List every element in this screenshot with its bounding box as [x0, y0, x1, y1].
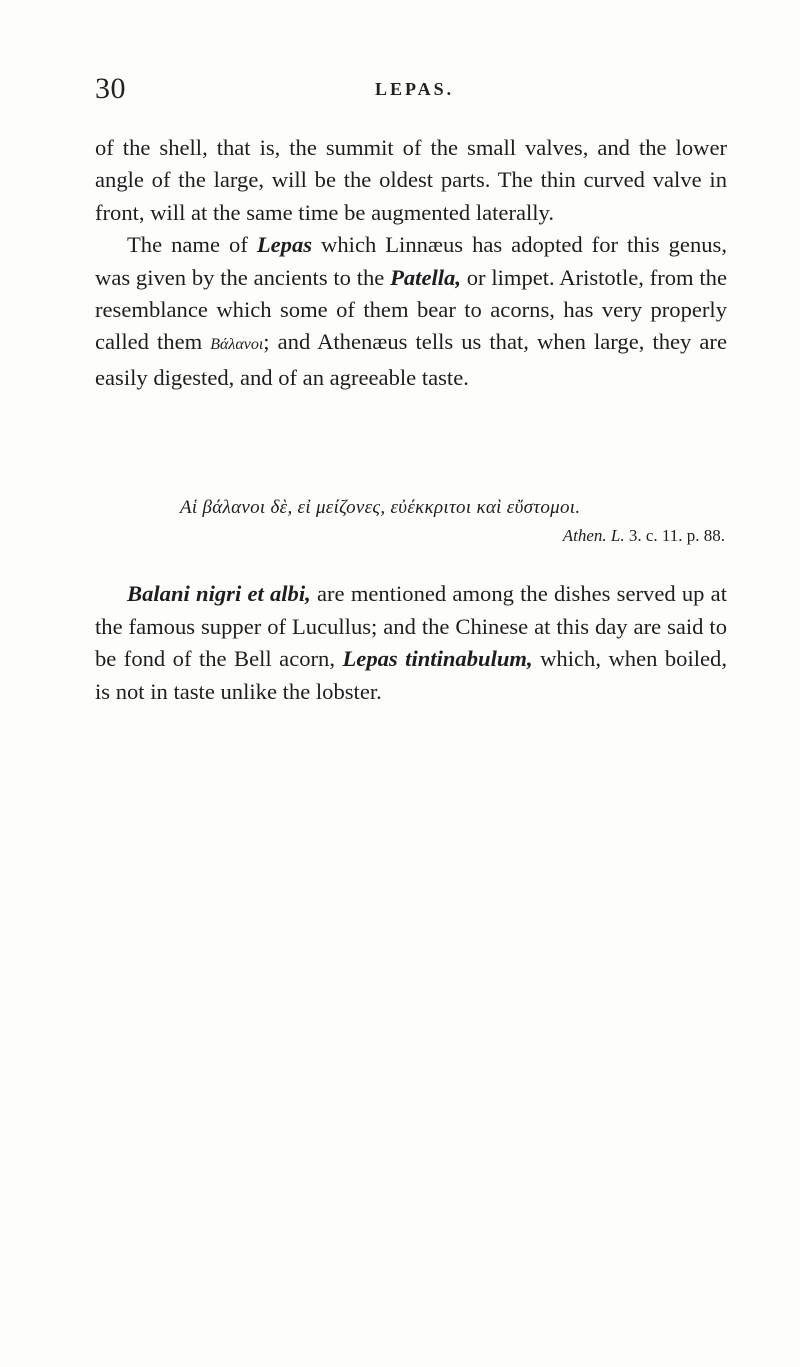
quotation-citation: [180, 522, 727, 550]
species-name-lepas-tintinabulum: Lepas tintinabulum,: [342, 646, 533, 672]
citation-reference: 3. c. 11. p. 88.: [624, 526, 725, 545]
main-text: [95, 132, 727, 394]
running-title: LEPAS.: [375, 79, 455, 99]
species-name-balani: Balani nigri et albi,: [127, 581, 311, 606]
quotation-text: Αἱ βάλανοι δὲ, εἰ μείζονες, εὐέκκριτοι καὶ εὔστομοι.: [180, 497, 581, 518]
genus-name-lepas: Lepas: [256, 232, 313, 258]
text-run: or limpet. Aristotle, from the resemblance which some of them bear to acorns, has very properly called them: [95, 264, 727, 355]
text-run: are mentioned among the dishes served up at the famous supper of Lucullus; and the Chinese at this day are said to be fond of the Bell acorn,: [95, 581, 727, 672]
paragraph-balani: [95, 578, 727, 708]
genus-name-patella: Patella,: [390, 264, 461, 290]
paragraph-lepas-name: [95, 229, 727, 394]
text-run: which Linnæus has adopted for this genus, was given by the ancients to the: [95, 232, 727, 290]
main-text-continued: [95, 578, 727, 708]
page-number: 30: [95, 72, 126, 105]
text-run: ; and Athenæus tells us that, when large, they are easily digested, and of an agreeable taste.: [95, 329, 727, 390]
greek-quotation: [180, 494, 727, 550]
greek-word: Βάλανοι: [210, 336, 264, 354]
paragraph-continuation: of the shell, that is, the summit of the small valves, and the lower angle of the large, will be the oldest parts. The thin curved valve in front, will at the same time be augmented laterally.: [95, 135, 727, 225]
citation-source: Athen. L.: [562, 526, 625, 545]
text-run: which, when boiled, is not in taste unlike the lobster.: [95, 646, 727, 704]
running-head: [95, 72, 727, 108]
text-run: The name of: [127, 232, 257, 258]
